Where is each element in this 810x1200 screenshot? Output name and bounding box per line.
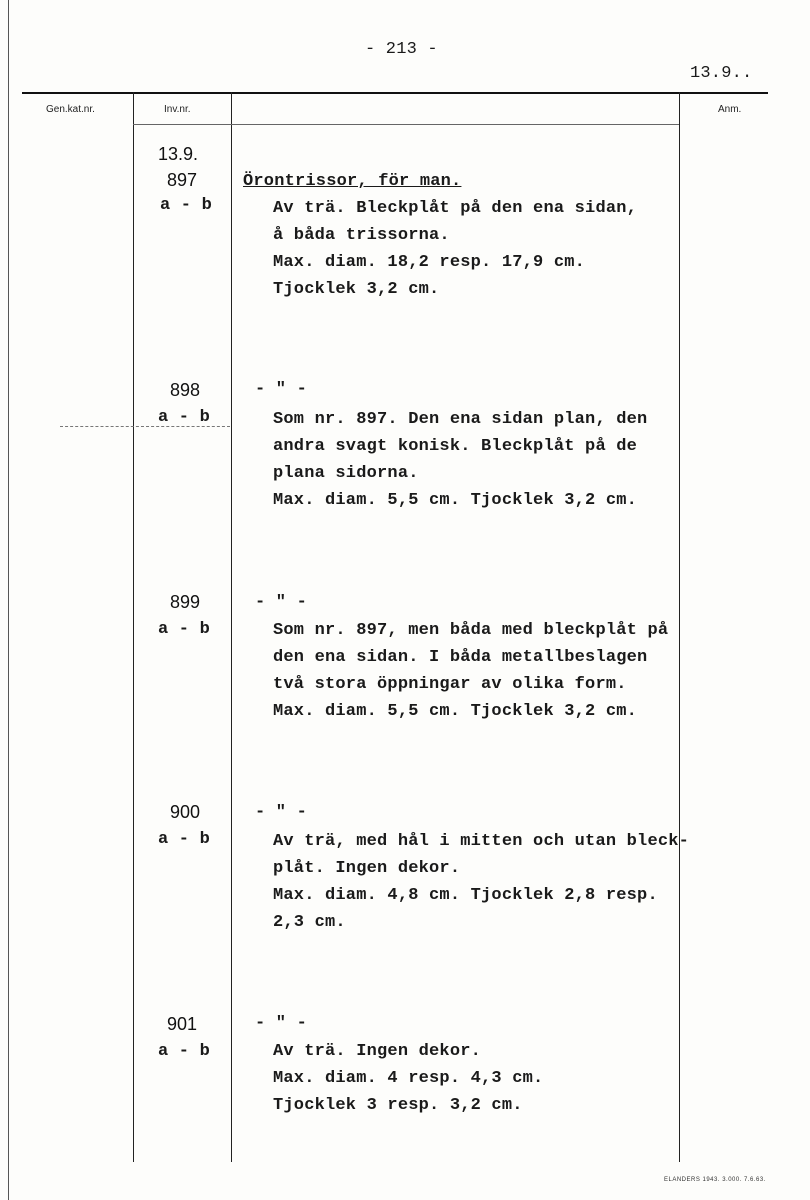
column-rule-anm [679, 92, 680, 1162]
entry-line: Av trä, med hål i mitten och utan bleck- [273, 832, 690, 851]
entry-line: Tjocklek 3,2 cm. [273, 280, 440, 299]
inv-sub: a - b [158, 830, 211, 849]
inv-number: 900 [170, 802, 201, 822]
entry-line: Max. diam. 5,5 cm. Tjocklek 3,2 cm. [273, 491, 638, 510]
printer-imprint: ELANDERS 1943. 3.000. 7.6.63. [664, 1177, 766, 1183]
entry-line: Max. diam. 4 resp. 4,3 cm. [273, 1069, 544, 1088]
inv-number: 897 [167, 170, 198, 190]
header-bottom-rule [133, 124, 679, 125]
ditto-mark: - " - [255, 803, 308, 822]
ditto-mark: - " - [255, 380, 308, 399]
entry-line: å båda trissorna. [273, 226, 450, 245]
dashed-mark [60, 426, 230, 427]
entry-title: Örontrissor, för man. [243, 172, 462, 191]
header-inv-nr: Inv.nr. [164, 104, 191, 115]
entry-line: Av trä. Ingen dekor. [273, 1042, 482, 1061]
column-rule-inv [231, 92, 232, 1162]
entry-line: 2,3 cm. [273, 913, 346, 932]
inv-number: 898 [170, 380, 201, 400]
entry-line: den ena sidan. I båda metallbeslagen [273, 648, 648, 667]
column-rule-gen [133, 92, 134, 1162]
entry-line: Som nr. 897. Den ena sidan plan, den [273, 410, 648, 429]
entry-line: Tjocklek 3 resp. 3,2 cm. [273, 1096, 523, 1115]
inv-number: 901 [167, 1014, 198, 1034]
entry-line: Max. diam. 5,5 cm. Tjocklek 3,2 cm. [273, 702, 638, 721]
inv-sub: a - b [160, 196, 213, 215]
entry-line: Som nr. 897, men båda med bleckplåt på [273, 621, 669, 640]
inv-sub: a - b [158, 1042, 211, 1061]
entry-line: Max. diam. 18,2 resp. 17,9 cm. [273, 253, 586, 272]
entry-line: plana sidorna. [273, 464, 419, 483]
ditto-mark: - " - [255, 593, 308, 612]
section-number: 13.9.. [690, 64, 753, 83]
entry-line: Av trä. Bleckplåt på den ena sidan, [273, 199, 638, 218]
ditto-mark: - " - [255, 1014, 308, 1033]
inv-sub: a - b [158, 620, 211, 639]
header-anm: Anm. [718, 104, 742, 115]
left-margin-rule [8, 0, 9, 1200]
section-ref: 13.9. [158, 144, 199, 164]
entry-line: två stora öppningar av olika form. [273, 675, 627, 694]
inv-sub: a - b [158, 408, 211, 427]
entry-line: plåt. Ingen dekor. [273, 859, 461, 878]
header-gen-kat-nr: Gen.kat.nr. [46, 104, 95, 115]
entry-line: Max. diam. 4,8 cm. Tjocklek 2,8 resp. [273, 886, 658, 905]
page-number: - 213 - [365, 40, 438, 59]
inv-number: 899 [170, 592, 201, 612]
entry-line: andra svagt konisk. Bleckplåt på de [273, 437, 638, 456]
